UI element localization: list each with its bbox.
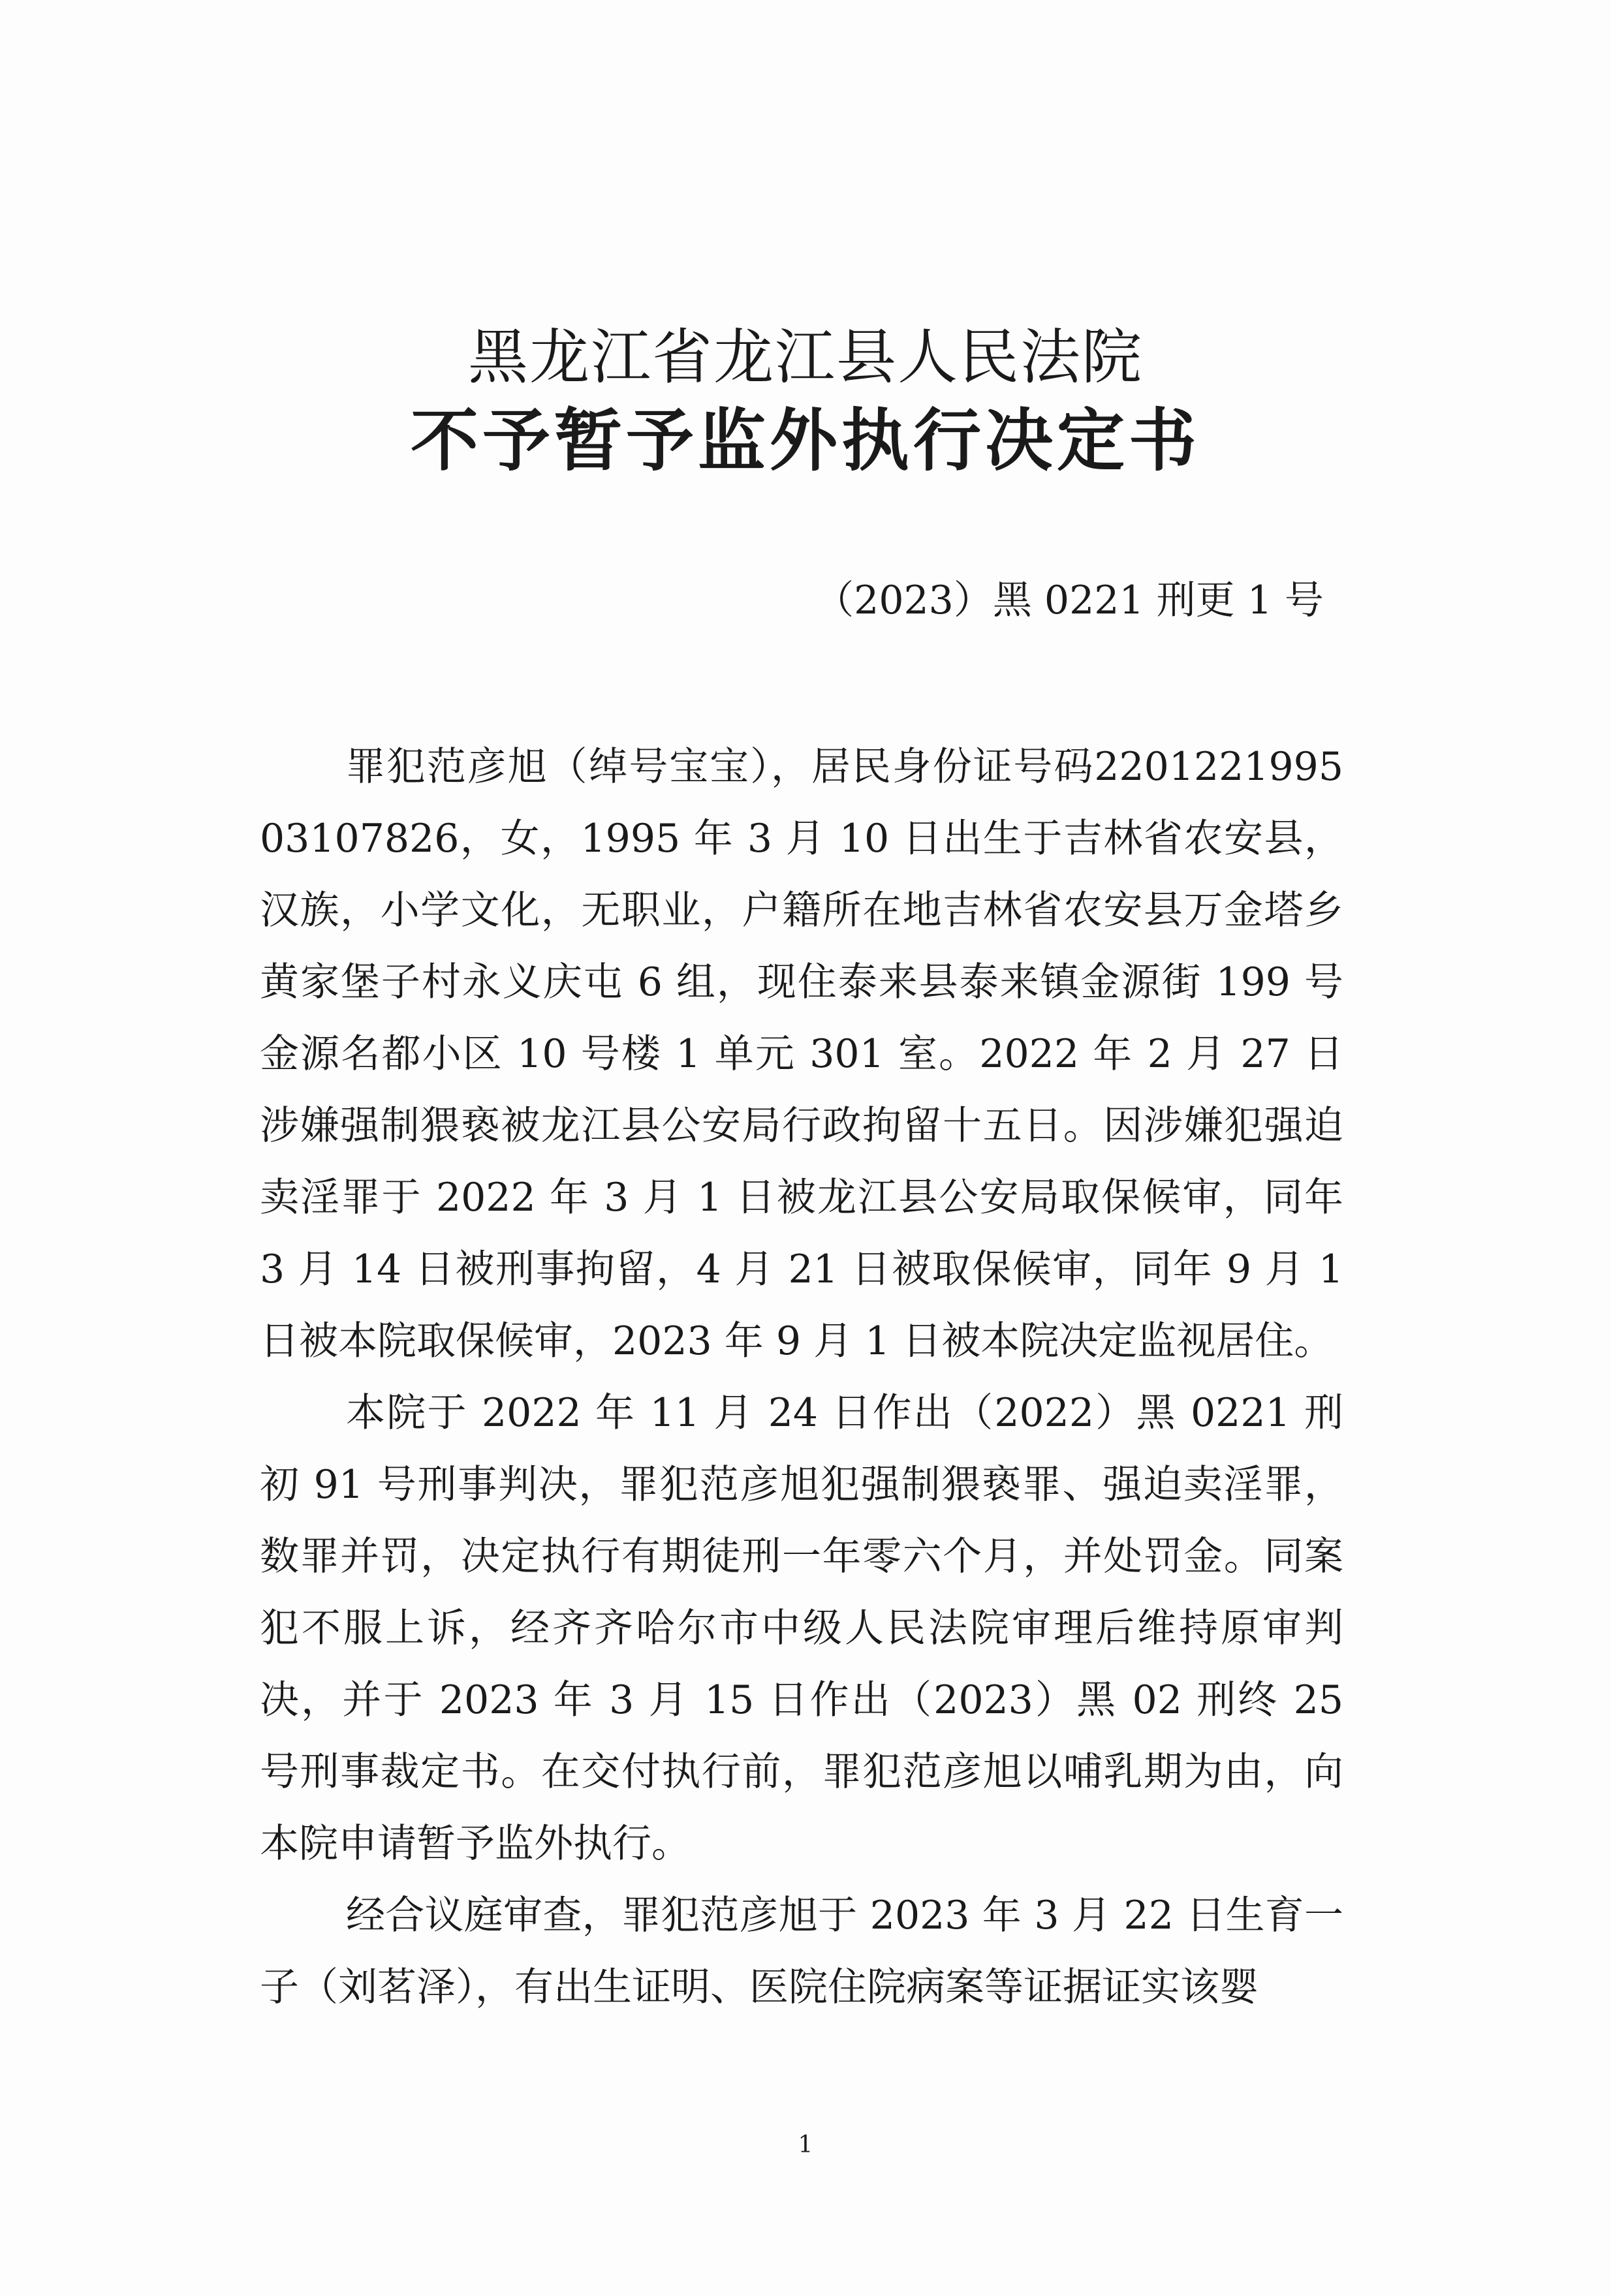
document-title: 不予暂予监外执行决定书 <box>410 401 1200 480</box>
case-number: （2023）黑 0221 刑更 1 号 <box>815 578 1324 623</box>
body-paragraph: 本院于 2022 年 11 月 24 日作出（2022）黑 0221 刑初 91 号刑事判决，罪犯范彦旭犯强制猥亵罪、强迫卖淫罪，数罪并罚，决定执行有期徒刑一年零六个月，并处罚金。同案犯不服上诉，经齐齐哈尔市中级人民法院审理后维持原审判决，并于 2023 年 3 月 15 日作出（2023）黑 02 刑终 25 号刑事裁定书。在交付执行前，罪犯范彦旭以哺乳期为由，向本院申请暂予监外执行。 <box>260 1390 1343 1867</box>
body-paragraph: 罪犯范彦旭（绰号宝宝），居民身份证号码220122199503107826，女，1995 年 3 月 10 日出生于吉林省农安县，汉族，小学文化，无职业，户籍所在地吉林省农安县万金塔乡黄家堡子村永义庆屯 6 组，现住泰来县泰来镇金源街 199 号金源名都小区 10 号楼 1 单元 301 室。2022 年 2 月 27 日涉嫌强制猥亵被龙江县公安局行政拘留十五日。因涉嫌犯强迫卖淫罪于 2022 年 3 月 1 日被龙江县公安局取保候审，同年 3 月 14 日被刑事拘留，4 月 21 日被取保候审，同年 9 月 1 日被本院取保候审，2023 年 9 月 1 日被本院决定监视居住。 <box>260 744 1343 1364</box>
body-paragraph: 经合议庭审查，罪犯范彦旭于 2023 年 3 月 22 日生育一子（刘茗泽），有出生证明、医院住院病案等证据证实该婴 <box>260 1893 1343 2010</box>
court-name: 黑龙江省龙江县人民法院 <box>467 322 1143 392</box>
document-body <box>260 731 1343 2023</box>
page-number: 1 <box>798 2132 813 2158</box>
